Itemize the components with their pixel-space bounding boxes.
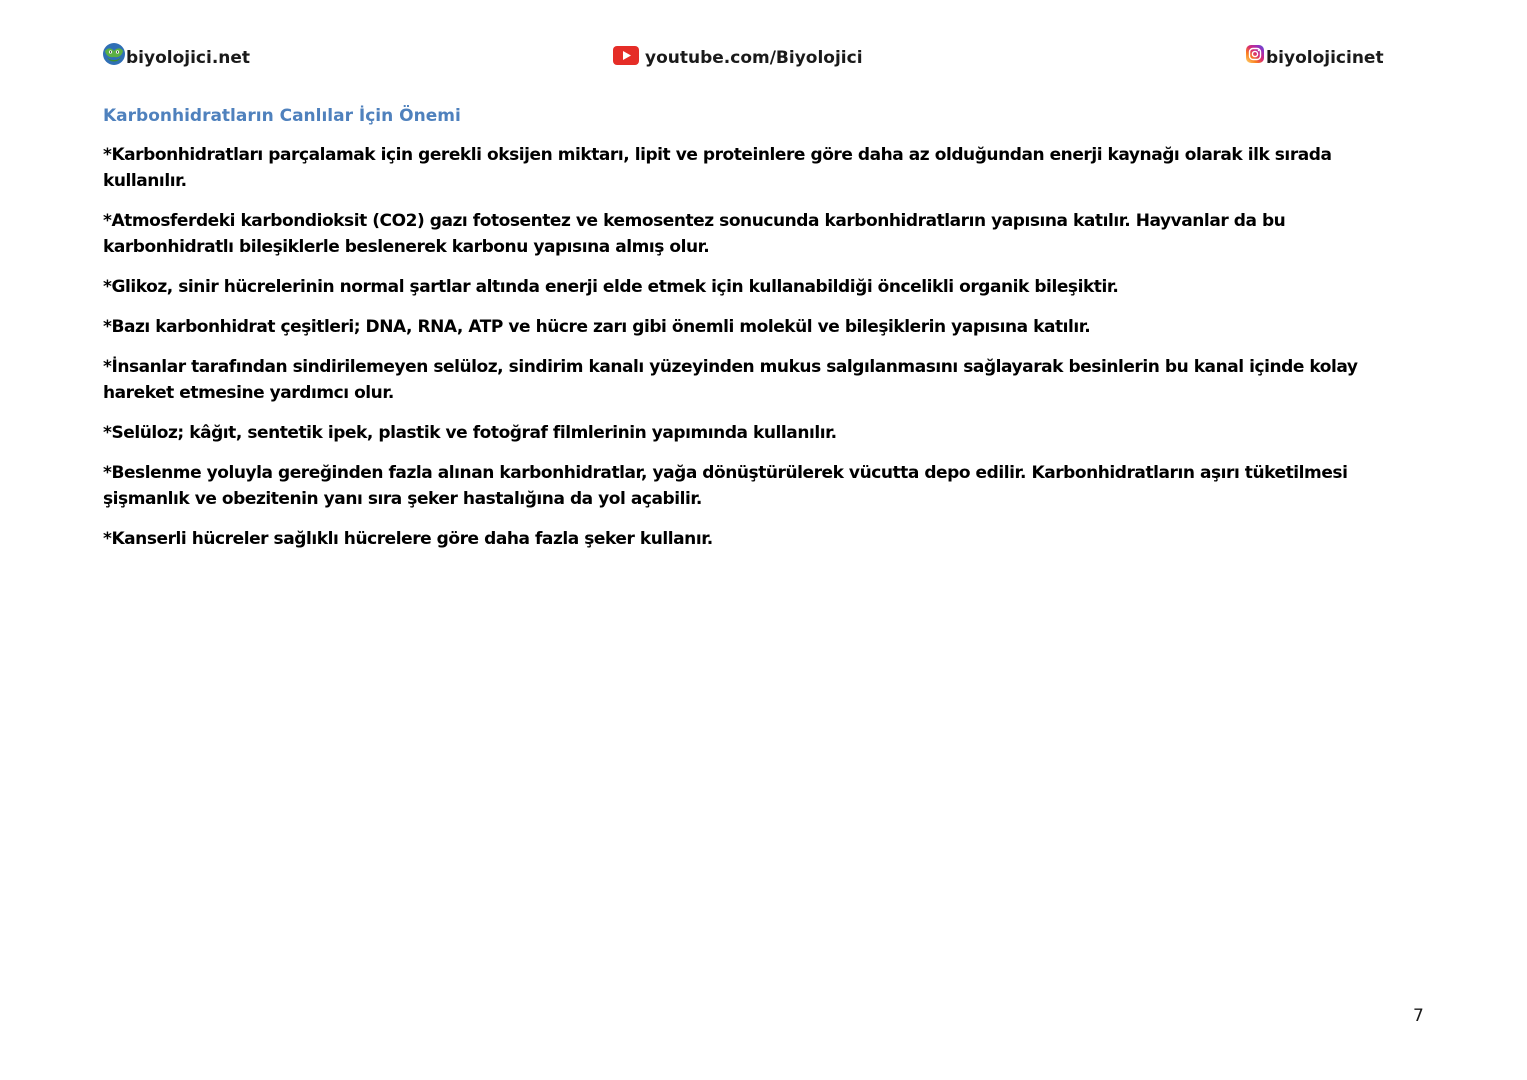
- instagram-label: biyolojicinet: [1266, 48, 1384, 68]
- site-link[interactable]: [102, 48, 250, 68]
- paragraph: *Glikoz, sinir hücrelerinin normal şartlar altında enerji elde etmek için kullanabildiği öncelikli organik bileşiktir.: [103, 277, 1119, 297]
- paragraph: *Karbonhidratları parçalamak için gerekli oksijen miktarı, lipit ve proteinlere göre daha az olduğundan enerji kaynağı olarak ilk sırada kullanılır.: [103, 145, 1332, 191]
- paragraph: *Bazı karbonhidrat çeşitleri; DNA, RNA, ATP ve hücre zarı gibi önemli molekül ve bileşiklerin yapısına katılır.: [103, 317, 1091, 337]
- site-label: biyolojici.net: [126, 48, 251, 68]
- paragraph: *İnsanlar tarafından sindirilemeyen selüloz, sindirim kanalı yüzeyinden mukus salgılanmasını sağlayarak besinlerin bu kanal içinde kolay hareket etmesine yardımcı olur.: [103, 357, 1358, 403]
- section-heading: Karbonhidratların Canlılar İçin Önemi: [103, 106, 461, 126]
- main-content: [103, 103, 1393, 566]
- instagram-icon: [1246, 45, 1264, 63]
- paragraph: *Beslenme yoluyla gereğinden fazla alınan karbonhidratlar, yağa dönüştürülerek vücutta depo edilir. Karbonhidratların aşırı tüketilmesi şişmanlık ve obezitenin yanı sıra şeker hastalığına da yol açabilir.: [103, 463, 1348, 509]
- paragraph: *Selüloz; kâğıt, sentetik ipek, plastik ve fotoğraf filmlerinin yapımında kullanılır.: [103, 423, 837, 443]
- paragraph: *Kanserli hücreler sağlıklı hücrelere göre daha fazla şeker kullanır.: [103, 529, 713, 549]
- instagram-link[interactable]: [1246, 48, 1384, 68]
- globe-logo-icon: [102, 42, 126, 66]
- youtube-label: youtube.com/Biyolojici: [645, 48, 863, 68]
- youtube-link[interactable]: [613, 48, 863, 68]
- youtube-icon: [613, 46, 639, 65]
- page-header: [102, 48, 1384, 80]
- page-number: 7: [1413, 1006, 1424, 1026]
- paragraph: *Atmosferdeki karbondioksit (CO2) gazı fotosentez ve kemosentez sonucunda karbonhidratların yapısına katılır. Hayvanlar da bu karbonhidratlı bileşiklerle beslenerek karbonu yapısına almış olur.: [103, 211, 1286, 257]
